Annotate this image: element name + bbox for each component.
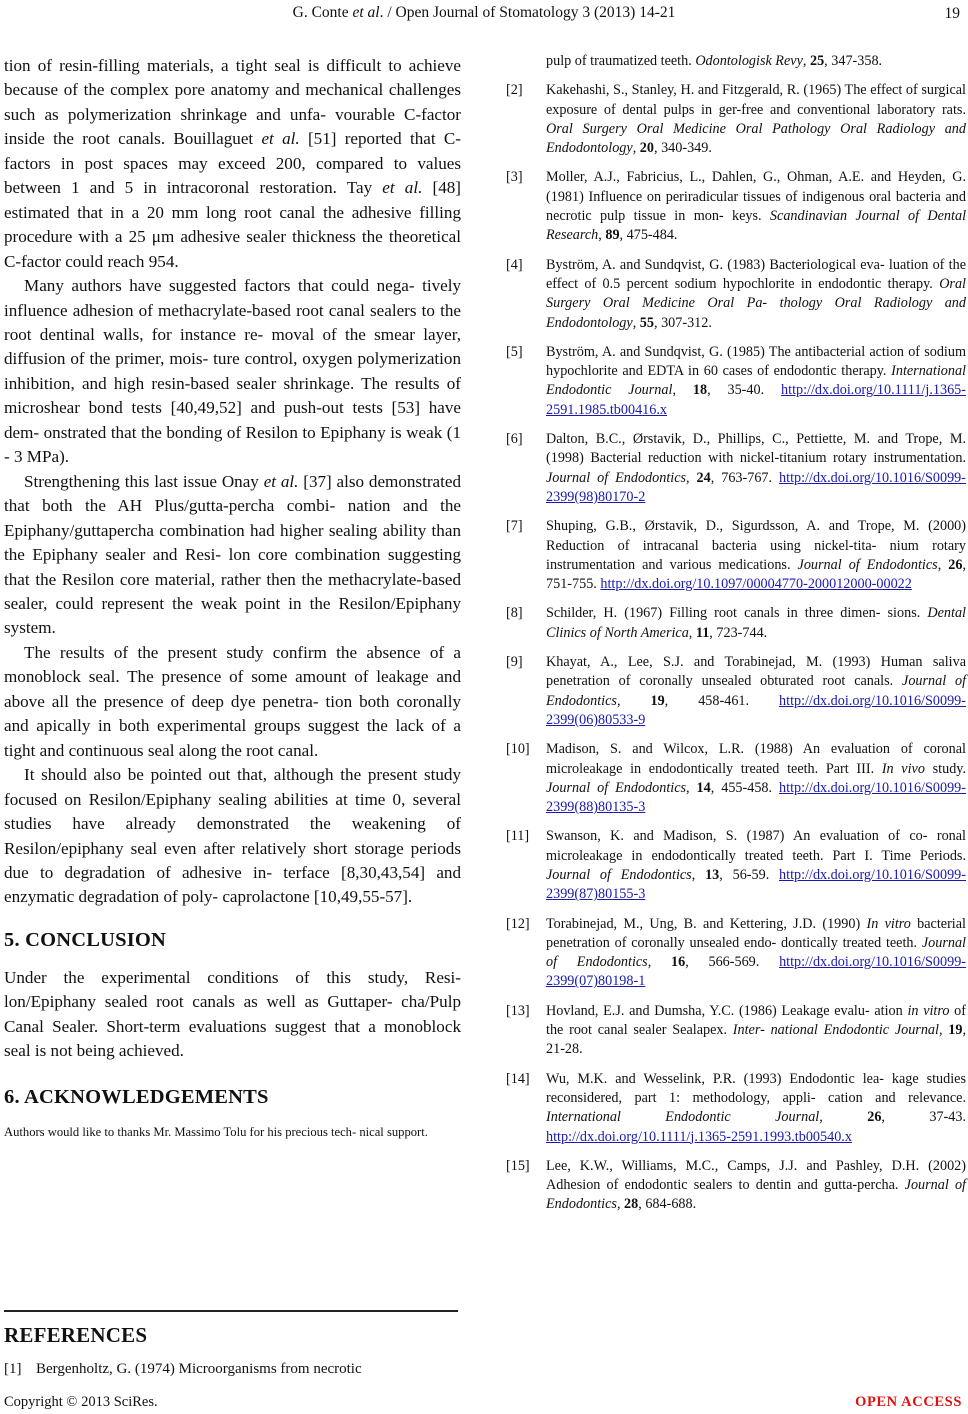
reference-text: , 37-43. [881,1109,967,1126]
reference-text: of the root canal sealer Sealapex. [546,1002,966,1039]
volume-number: 26 [948,556,963,573]
journal-title: Oral Surgery Oral Medicine Oral Pa- thology Oral Radiology and Endodontology [546,275,966,331]
journal-title: In vivo [881,760,925,777]
reference-number: [11] [506,828,530,845]
volume-number: 16 [671,954,686,971]
reference-text: , [688,624,696,641]
body-paragraph-5: It should also be pointed out that, although the present study focused on Resilon/Epiphany sealing abilities at time 0, several studies have already demonstrated the weakening of Resilon/epiphany seal even after relatively short storage periods due to degradation of adhesive in- terface [8,30,43,54] and enzymatic degradation of poly- caprolactone [10,49,55-57]. [4,765,461,907]
reference-item [506,740,966,817]
reference-number: [4] [506,256,523,273]
journal-title: Journal of Endodontics [797,556,938,573]
reference-text: , 307-312. [653,314,712,331]
reference-item [506,81,966,158]
journal-title: International Endodontic Journal [546,1109,820,1126]
reference-number: [3] [506,169,523,186]
reference-text: Shuping, G.B., Ørstavik, D., Sigurdsson, A. and Trope, M. (2000) Reduction of intracanal bacteria using nickel-tita- nium rotary instrumentation and various medications. [546,518,966,573]
running-title-author: G. Conte [292,4,353,21]
reference-text: , 340-349. [653,140,712,157]
reference-item [506,915,966,992]
reference-number: [9] [506,654,523,671]
reference-text: , 751-755. [546,556,967,593]
journal-title: Journal of Endodontics [546,934,966,971]
doi-link[interactable]: http://dx.doi.org/10.1016/S0099-2399(87)80155-3 [546,866,966,903]
reference-text: study. [924,760,967,777]
reference-text: Hovland, E.J. and Dumsha, Y.C. (1986) Leakage evalu- ation [546,1002,908,1019]
reference-text: Schilder, H. (1967) Filling root canals in three dimen- sions. [546,605,928,622]
reference-number: [6] [506,431,523,448]
journal-title: Journal of Endodontics [546,469,687,486]
reference-text: , 475-484. [619,227,678,244]
reference-text: , [672,382,693,399]
volume-number: 11 [695,624,710,641]
reference-text: , 566-569. [685,954,780,971]
reference-text: , 455-458. [710,779,780,796]
reference-text: , [937,556,949,573]
journal-title: Dental Clinics of North America [546,605,966,641]
reference-text: Torabinejad, M., Ung, B. and Kettering, J.D. (1990) [546,915,867,932]
reference-text: Bergenholtz, G. (1974) Microorganisms from necrotic [36,1361,362,1377]
references-start [4,1323,461,1379]
page-header [0,0,968,40]
reference-number: [10] [506,741,530,758]
reference-text: bacterial penetration of coronally unsealed endo- dontically treated teeth. [546,915,966,951]
open-access-badge: OPEN ACCESS [855,1394,962,1410]
volume-number: 18 [692,382,708,399]
reference-item [506,827,966,904]
reference-list [506,52,966,1225]
reference-1 [4,1360,461,1379]
reference-item [506,430,966,507]
journal-title: Scandinavian Journal of Dental Research [546,208,967,244]
doi-link[interactable]: http://dx.doi.org/10.1111/j.1365-2591.1985.tb00416.x [546,382,966,418]
reference-text: , 347-358. [824,53,883,69]
journal-title: Journal of Endodontics [546,779,687,796]
reference-text: Byström, A. and Sundqvist, G. (1983) Bacteriological eva- luation of the effect of 0.5 percent sodium hypochlorite in endodontic therapy. [546,256,966,292]
reference-text: , 763-767. [710,469,780,486]
reference-text: , [691,866,706,883]
journal-title: Journal of Endodontics [546,673,967,709]
reference-text: , 458-461. [664,692,780,709]
page-number: 19 [944,5,960,22]
reference-text: , 35-40. [707,382,782,399]
reference-text: pulp of traumatized teeth. [546,53,696,69]
volume-number: 26 [867,1109,882,1126]
reference-item [506,604,966,643]
reference-text: Lee, K.W., Williams, M.C., Camps, J.J. and Pashley, D.H. (2002) Adhesion of endodontic sealers to dentin and gutta-percha. [546,1157,966,1194]
reference-item [506,653,966,730]
conclusion-heading: 5. CONCLUSION [4,928,167,951]
reference-number: [5] [506,343,523,360]
body-paragraph-1: tion of resin-filling materials, a tight seal is difficult to achieve because of the complex pore anatomy and mechanical challenges such as polymerization shrinkage and unfa- vourable C-factor inside the root canals. Bouillaguet et al. [51] reported that C-factors in post spaces may exceed 200, compared to values between 1 and 5 in intracoronal restoration. Tay et al. [48] estimated that in a 20 mm long root canal the adhesive filling procedure with a 25 μm adhesive sealer thickness the theoretical C-factor could reach 954. [4,56,461,271]
reference-text: , [686,779,697,796]
journal-title: In vitro [866,915,911,932]
volume-number: 13 [705,866,720,883]
body-paragraph-2: Many authors have suggested factors that could nega- tively influence adhesion of methacrylate-based root canal sealers to the root dentinal walls, for instance re- moval of the smear layer, diffusion of the primer, mois- ture control, oxygen polymerization inhibition, and high resin-based sealer shrinkage. The results of microshear bond tests [40,49,52] and push-out tests [53] have dem- onstrated that the bonding of Resilon to Epiphany is weak (1 - 3 MPa). [4,276,461,467]
doi-link[interactable]: http://dx.doi.org/10.1111/j.1365-2591.1993.tb00540.x [546,1128,852,1145]
reference-item [506,517,966,594]
reference-text: Byström, A. and Sundqvist, G. (1985) The antibacterial action of sodium hypochlorite and EDTA in 60 cases of endodontic therapy. [546,343,966,380]
volume-number: 55 [639,314,654,331]
doi-link[interactable]: http://dx.doi.org/10.1016/S0099-2399(06)80533-9 [546,692,966,728]
acknowledgements-heading: 6. ACKNOWLEDGEMENTS [4,1085,269,1108]
volume-number: 24 [696,469,711,486]
running-title-etal: et al [352,4,380,21]
reference-number: [13] [506,1002,530,1019]
reference-text: , 684-688. [638,1196,697,1213]
reference-item [506,256,966,333]
volume-number: 89 [605,227,620,244]
doi-link[interactable]: http://dx.doi.org/10.1016/S0099-2399(88)80135-3 [546,779,966,816]
reference-number: [2] [506,82,523,99]
reference-item [506,343,966,420]
body-paragraph-4: The results of the present study confirm the absence of a monoblock seal. The presence of some amount of leakage and above all the presence of deep dye penetra- tion both coronally and apically in both experimental groups suggest the lack of a tight and continuous seal along the root canal. [4,642,461,760]
volume-number: 28 [624,1196,639,1213]
reference-number: [15] [506,1157,530,1174]
references-heading: REFERENCES [4,1323,148,1347]
journal-title: Journal of Endodontics [546,1177,967,1213]
reference-number: [14] [506,1070,530,1087]
reference-text: , 56-59. [719,866,780,883]
volume-number: 19 [948,1022,963,1039]
reference-text: , [616,1196,625,1213]
reference-item [506,1070,966,1147]
reference-number: [12] [506,915,530,932]
reference-text: , [647,954,672,971]
conclusion-paragraph: Under the experimental conditions of this study, Resi- lon/Epiphany sealed root canals as well as Guttaper- cha/Pulp Canal Sealer. Short-term evaluations suggest that a monoblock seal is not being achieved. [4,967,461,1061]
journal-title: Oral Surgery Oral Medicine Oral Pathology Oral Radiology and Endodontology [546,120,966,157]
references-divider [4,1310,458,1312]
reference-text: , [598,227,606,244]
reference-item [506,1157,966,1215]
reference-text: , [632,314,640,331]
reference-text: Madison, S. and Wilcox, L.R. (1988) An evaluation of coronal microleakage in endodontically treated teeth. Part III. [546,741,966,777]
reference-text: Moller, A.J., Fabricius, L., Dahlen, G., Ohman, A.E. and Heyden, G. (1981) Influence on periradicular tissues of indigenous oral bacteria and necrotic pulp tissue in mon- keys. [546,169,966,225]
body-paragraph-3: Strengthening this last issue Onay et al. [37] also demonstrated that both the AH Plus/gutta-percha combi- nation and the Epiphany/guttapercha combination had higher sealing ability than the Epiphany sealer and Resi- lon core combination suggesting that the Resilon core material, rather then the methacrylate-based sealer, could represent the weak point in the Resilon/Epiphany system. [4,471,461,638]
reference-item [506,52,966,71]
journal-title: Odontologisk Revy [695,53,803,69]
acknowledgements-text: Authors would like to thanks Mr. Massimo Tolu for his precious tech- nical support. [4,1124,428,1139]
journal-title: Inter- national Endodontic Journal [732,1022,939,1039]
doi-link[interactable]: http://dx.doi.org/10.1016/S0099-2399(98)80170-2 [546,469,966,505]
volume-number: 19 [650,692,665,709]
reference-text: , [819,1109,868,1126]
reference-text: Swanson, K. and Madison, S. (1987) An evaluation of co- ronal microleakage in endodontically treated teeth. Part I. Time Periods. [546,828,966,864]
reference-text: Kakehashi, S., Stanley, H. and Fitzgerald, R. (1965) The effect of surgical exposure of dental pulps in ger-free and conventional laboratory rats. [546,82,966,118]
reference-text: , [616,692,651,709]
reference-text: Wu, M.K. and Wesselink, P.R. (1993) Endodontic lea- kage studies reconsidered, part 1: methodology, appli- cation and relevance. [546,1070,966,1106]
reference-item [506,168,966,245]
volume-number: 14 [696,779,711,796]
reference-text: , [686,469,697,486]
left-column [4,54,461,1146]
reference-text: , [802,53,810,69]
reference-number: [8] [506,605,523,622]
volume-number: 20 [639,140,654,157]
reference-item [506,1002,966,1060]
doi-link[interactable]: http://dx.doi.org/10.1097/00004770-200012000-00022 [600,576,912,593]
reference-text: , 21-28. [546,1022,967,1058]
reference-number: [7] [506,518,523,535]
reference-text: Khayat, A., Lee, S.J. and Torabinejad, M. (1993) Human saliva penetration of coronally unsealed obturated root canals. [546,654,966,690]
volume-number: 25 [809,53,825,69]
reference-text: , [632,140,640,157]
reference-number: [1] [4,1361,22,1377]
running-title [0,4,968,22]
reference-text: , [938,1022,949,1039]
running-title-journal: . / Open Journal of Stomatology 3 (2013) 14-21 [379,4,676,21]
journal-title: International Endodontic Journal [546,363,966,399]
reference-text: , 723-744. [709,624,768,641]
doi-link[interactable]: http://dx.doi.org/10.1016/S0099-2399(07)80198-1 [546,954,967,990]
journal-title: in vitro [907,1002,950,1019]
reference-text: Dalton, B.C., Ørstavik, D., Phillips, C., Pettiette, M. and Trope, M. (1998) Bacterial reduction with nickel-titanium rotary instrumentation. [546,431,966,467]
copyright-notice: Copyright © 2013 SciRes. [4,1394,158,1410]
journal-title: Journal of Endodontics [546,866,692,883]
